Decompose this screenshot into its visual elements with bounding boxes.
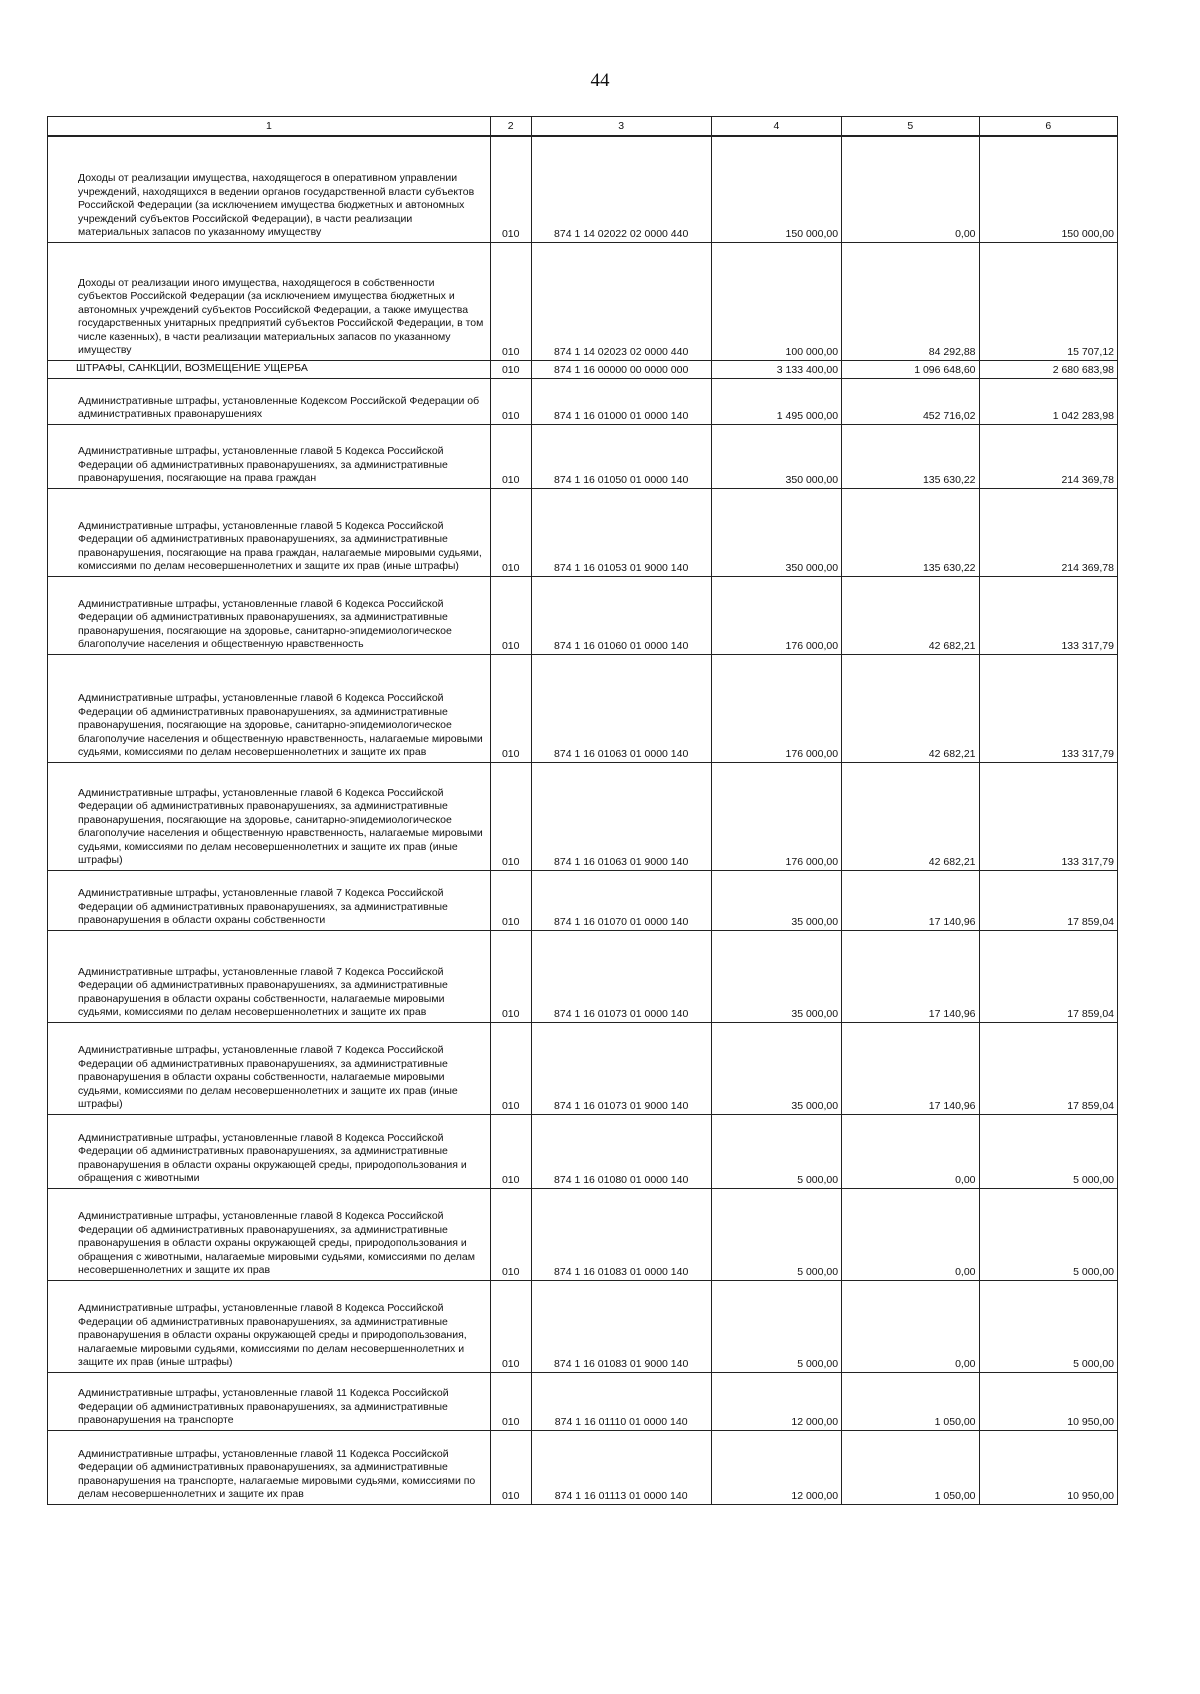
planned-cell: 350 000,00	[711, 488, 841, 576]
desc-cell: Административные штрафы, установленные главой 7 Кодекса Российской Федерации об административных правонарушениях, за административные правонарушения в области охраны собственности, налагаемые мировыми судьями, комиссиями по делам несовершеннолетних и защите их прав	[48, 930, 491, 1022]
executed-cell: 0,00	[842, 136, 979, 242]
report-table	[47, 116, 1118, 1505]
budget-code-cell: 874 1 16 01080 01 0000 140	[531, 1114, 711, 1188]
planned-cell: 350 000,00	[711, 424, 841, 488]
budget-code-cell: 874 1 16 00000 00 0000 000	[531, 360, 711, 378]
unexecuted-cell: 133 317,79	[979, 576, 1117, 654]
budget-code-cell: 874 1 16 01063 01 0000 140	[531, 654, 711, 762]
unexecuted-cell: 133 317,79	[979, 762, 1117, 870]
line-code-cell: 010	[490, 242, 531, 360]
column-header: 4	[711, 117, 841, 137]
executed-cell: 0,00	[842, 1188, 979, 1280]
unexecuted-cell: 10 950,00	[979, 1430, 1117, 1504]
unexecuted-cell: 214 369,78	[979, 488, 1117, 576]
planned-cell: 176 000,00	[711, 654, 841, 762]
planned-cell: 35 000,00	[711, 930, 841, 1022]
page-number: 44	[590, 70, 610, 91]
table-row	[48, 242, 1118, 360]
table-row	[48, 1022, 1118, 1114]
unexecuted-cell: 5 000,00	[979, 1188, 1117, 1280]
planned-cell: 35 000,00	[711, 870, 841, 930]
budget-code-cell: 874 1 16 01073 01 9000 140	[531, 1022, 711, 1114]
column-header: 3	[531, 117, 711, 137]
column-header: 1	[48, 117, 491, 137]
desc-cell: Административные штрафы, установленные главой 11 Кодекса Российской Федерации об административных правонарушениях, за административные правонарушения на транспорте, налагаемые мировыми судьями, комиссиями по делам несовершеннолетних и защите их прав	[48, 1430, 491, 1504]
planned-cell: 5 000,00	[711, 1114, 841, 1188]
unexecuted-cell: 133 317,79	[979, 654, 1117, 762]
line-code-cell: 010	[490, 136, 531, 242]
budget-code-cell: 874 1 14 02022 02 0000 440	[531, 136, 711, 242]
budget-code-cell: 874 1 16 01050 01 0000 140	[531, 424, 711, 488]
executed-cell: 135 630,22	[842, 488, 979, 576]
line-code-cell: 010	[490, 870, 531, 930]
table-row	[48, 424, 1118, 488]
unexecuted-cell: 17 859,04	[979, 1022, 1117, 1114]
budget-code-cell: 874 1 16 01053 01 9000 140	[531, 488, 711, 576]
line-code-cell: 010	[490, 1430, 531, 1504]
table-row	[48, 1372, 1118, 1430]
header-row	[48, 117, 1118, 137]
table-row	[48, 360, 1118, 378]
budget-code-cell: 874 1 16 01060 01 0000 140	[531, 576, 711, 654]
unexecuted-cell: 2 680 683,98	[979, 360, 1117, 378]
desc-cell: ШТРАФЫ, САНКЦИИ, ВОЗМЕЩЕНИЕ УЩЕРБА	[48, 360, 491, 378]
planned-cell: 176 000,00	[711, 576, 841, 654]
budget-code-cell: 874 1 16 01110 01 0000 140	[531, 1372, 711, 1430]
executed-cell: 84 292,88	[842, 242, 979, 360]
budget-code-cell: 874 1 16 01083 01 9000 140	[531, 1280, 711, 1372]
desc-cell: Административные штрафы, установленные главой 6 Кодекса Российской Федерации об административных правонарушениях, за административные правонарушения, посягающие на здоровье, санитарно-эпидемиологическое благополучие населения и общественную нравственность	[48, 576, 491, 654]
executed-cell: 452 716,02	[842, 378, 979, 424]
executed-cell: 42 682,21	[842, 576, 979, 654]
desc-cell: Административные штрафы, установленные главой 7 Кодекса Российской Федерации об административных правонарушениях, за административные правонарушения в области охраны собственности, налагаемые мировыми судьями, комиссиями по делам несовершеннолетних и защите их прав (иные штрафы)	[48, 1022, 491, 1114]
desc-cell: Административные штрафы, установленные главой 5 Кодекса Российской Федерации об административных правонарушениях, за административные правонарушения, посягающие на права граждан	[48, 424, 491, 488]
table-row	[48, 1280, 1118, 1372]
table-row	[48, 762, 1118, 870]
desc-cell: Административные штрафы, установленные главой 6 Кодекса Российской Федерации об административных правонарушениях, за административные правонарушения, посягающие на здоровье, санитарно-эпидемиологическое благополучие населения и общественную нравственность, налагаемые мировыми судьями, комиссиями по делам несовершеннолетних и защите их прав	[48, 654, 491, 762]
planned-cell: 5 000,00	[711, 1188, 841, 1280]
planned-cell: 3 133 400,00	[711, 360, 841, 378]
planned-cell: 176 000,00	[711, 762, 841, 870]
table-body	[48, 136, 1118, 1504]
desc-cell: Административные штрафы, установленные главой 11 Кодекса Российской Федерации об административных правонарушениях, за административные правонарушения на транспорте	[48, 1372, 491, 1430]
table-row	[48, 488, 1118, 576]
unexecuted-cell: 5 000,00	[979, 1280, 1117, 1372]
executed-cell: 42 682,21	[842, 762, 979, 870]
budget-code-cell: 874 1 16 01073 01 0000 140	[531, 930, 711, 1022]
line-code-cell: 010	[490, 424, 531, 488]
unexecuted-cell: 214 369,78	[979, 424, 1117, 488]
table-row	[48, 930, 1118, 1022]
planned-cell: 12 000,00	[711, 1430, 841, 1504]
table-row	[48, 1430, 1118, 1504]
column-header: 5	[842, 117, 979, 137]
planned-cell: 1 495 000,00	[711, 378, 841, 424]
budget-code-cell: 874 1 16 01113 01 0000 140	[531, 1430, 711, 1504]
desc-cell: Доходы от реализации имущества, находящегося в оперативном управлении учреждений, находящихся в ведении органов государственной власти субъектов Российской Федерации (за исключением имущества бюджетных и автономных учреждений субъектов Российской Федерации), в части реализации материальных запасов по указанному имуществу	[48, 136, 491, 242]
executed-cell: 17 140,96	[842, 930, 979, 1022]
table-row	[48, 870, 1118, 930]
unexecuted-cell: 10 950,00	[979, 1372, 1117, 1430]
line-code-cell: 010	[490, 1280, 531, 1372]
planned-cell: 100 000,00	[711, 242, 841, 360]
executed-cell: 0,00	[842, 1114, 979, 1188]
planned-cell: 5 000,00	[711, 1280, 841, 1372]
executed-cell: 17 140,96	[842, 1022, 979, 1114]
line-code-cell: 010	[490, 654, 531, 762]
desc-cell: Административные штрафы, установленные главой 8 Кодекса Российской Федерации об административных правонарушениях, за административные правонарушения в области охраны окружающей среды, природопользования и обращения с животными, налагаемые мировыми судьями, комиссиями по делам несовершеннолетних и защите их прав	[48, 1188, 491, 1280]
line-code-cell: 010	[490, 762, 531, 870]
unexecuted-cell: 17 859,04	[979, 930, 1117, 1022]
column-header: 2	[490, 117, 531, 137]
column-header: 6	[979, 117, 1117, 137]
table-row	[48, 1114, 1118, 1188]
executed-cell: 42 682,21	[842, 654, 979, 762]
planned-cell: 12 000,00	[711, 1372, 841, 1430]
unexecuted-cell: 150 000,00	[979, 136, 1117, 242]
planned-cell: 150 000,00	[711, 136, 841, 242]
line-code-cell: 010	[490, 1372, 531, 1430]
budget-code-cell: 874 1 14 02023 02 0000 440	[531, 242, 711, 360]
executed-cell: 135 630,22	[842, 424, 979, 488]
table-row	[48, 136, 1118, 242]
budget-code-cell: 874 1 16 01070 01 0000 140	[531, 870, 711, 930]
desc-cell: Административные штрафы, установленные главой 5 Кодекса Российской Федерации об административных правонарушениях, за административные правонарушения, посягающие на права граждан, налагаемые мировыми судьями, комиссиями по делам несовершеннолетних и защите их прав (иные штрафы)	[48, 488, 491, 576]
unexecuted-cell: 1 042 283,98	[979, 378, 1117, 424]
desc-cell: Административные штрафы, установленные главой 8 Кодекса Российской Федерации об административных правонарушениях, за административные правонарушения в области охраны окружающей среды, природопользования и обращения с животными	[48, 1114, 491, 1188]
executed-cell: 1 096 648,60	[842, 360, 979, 378]
line-code-cell: 010	[490, 378, 531, 424]
table-row	[48, 654, 1118, 762]
unexecuted-cell: 5 000,00	[979, 1114, 1117, 1188]
unexecuted-cell: 17 859,04	[979, 870, 1117, 930]
executed-cell: 17 140,96	[842, 870, 979, 930]
budget-code-cell: 874 1 16 01063 01 9000 140	[531, 762, 711, 870]
line-code-cell: 010	[490, 488, 531, 576]
budget-code-cell: 874 1 16 01000 01 0000 140	[531, 378, 711, 424]
desc-cell: Доходы от реализации иного имущества, находящегося в собственности субъектов Российской Федерации (за исключением имущества бюджетных и автономных учреждений субъектов Российской Федерации, а также имущества государственных унитарных предприятий субъектов Российской Федерации, в том числе казенных), в части реализации материальных запасов по указанному имуществу	[48, 242, 491, 360]
line-code-cell: 010	[490, 576, 531, 654]
planned-cell: 35 000,00	[711, 1022, 841, 1114]
table-row	[48, 1188, 1118, 1280]
desc-cell: Административные штрафы, установленные главой 8 Кодекса Российской Федерации об административных правонарушениях, за административные правонарушения в области охраны окружающей среды и природопользования, налагаемые мировыми судьями, комиссиями по делам несовершеннолетних и защите их прав (иные штрафы)	[48, 1280, 491, 1372]
desc-cell: Административные штрафы, установленные Кодексом Российской Федерации об административных правонарушениях	[48, 378, 491, 424]
budget-code-cell: 874 1 16 01083 01 0000 140	[531, 1188, 711, 1280]
executed-cell: 1 050,00	[842, 1372, 979, 1430]
executed-cell: 1 050,00	[842, 1430, 979, 1504]
table-row	[48, 576, 1118, 654]
executed-cell: 0,00	[842, 1280, 979, 1372]
table-row	[48, 378, 1118, 424]
unexecuted-cell: 15 707,12	[979, 242, 1117, 360]
line-code-cell: 010	[490, 1114, 531, 1188]
line-code-cell: 010	[490, 360, 531, 378]
line-code-cell: 010	[490, 1188, 531, 1280]
desc-cell: Административные штрафы, установленные главой 7 Кодекса Российской Федерации об административных правонарушениях, за административные правонарушения в области охраны собственности	[48, 870, 491, 930]
line-code-cell: 010	[490, 930, 531, 1022]
line-code-cell: 010	[490, 1022, 531, 1114]
desc-cell: Административные штрафы, установленные главой 6 Кодекса Российской Федерации об административных правонарушениях, за административные правонарушения, посягающие на здоровье, санитарно-эпидемиологическое благополучие населения и общественную нравственность, налагаемые мировыми судьями, комиссиями по делам несовершеннолетних и защите их прав (иные штрафы)	[48, 762, 491, 870]
